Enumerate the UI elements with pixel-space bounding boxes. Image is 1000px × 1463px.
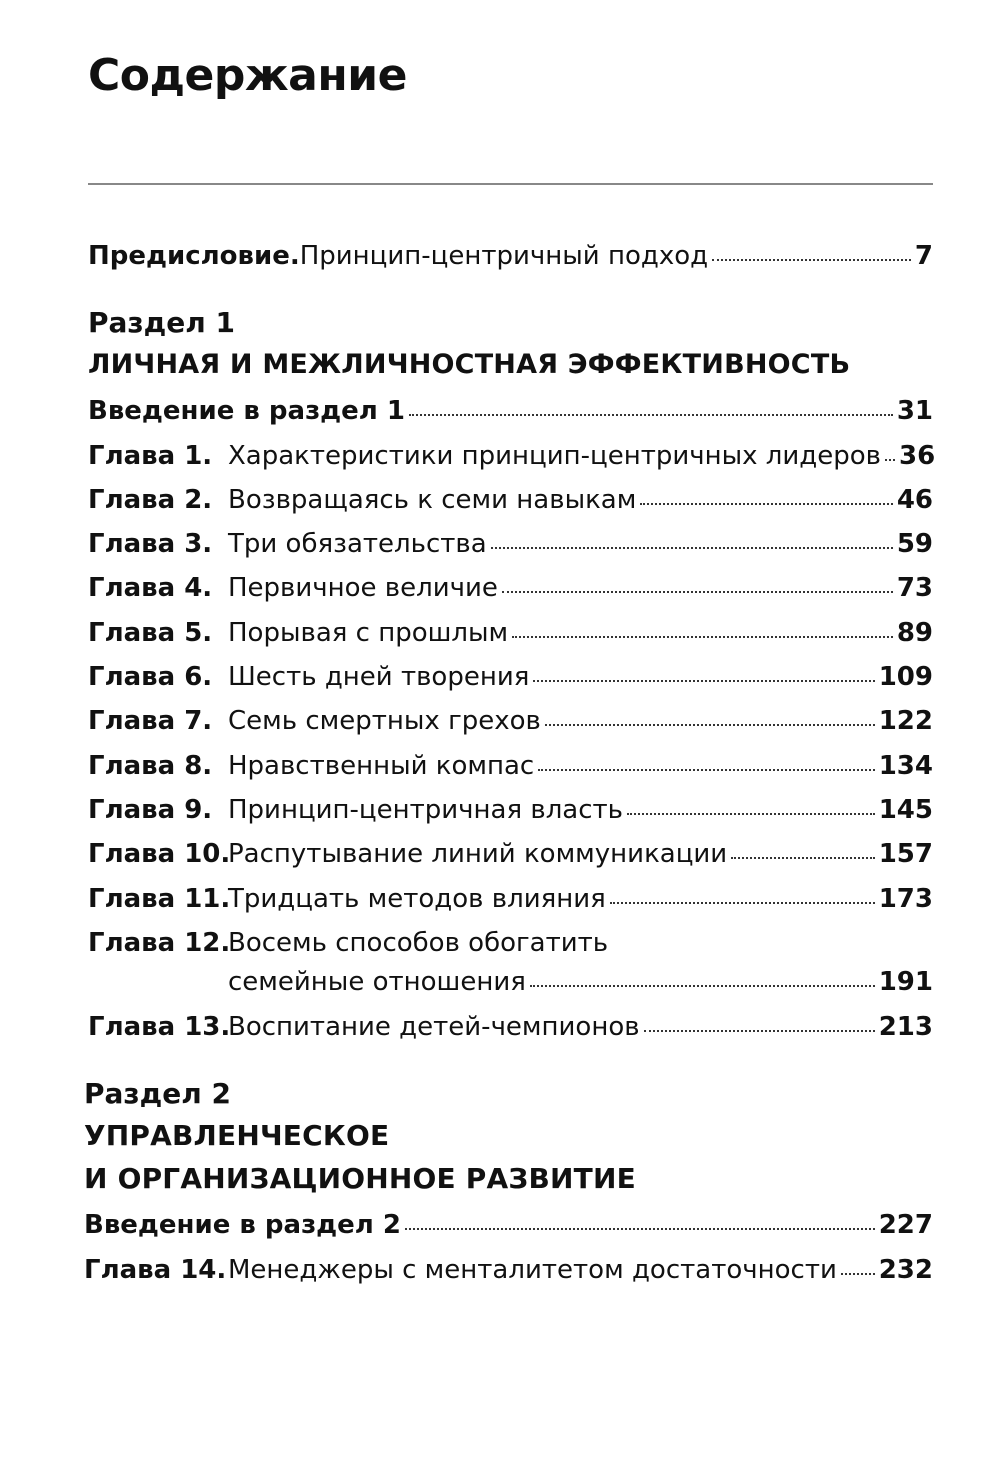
toc-entry-section-2-intro[interactable] — [84, 1209, 933, 1241]
toc-entry-chapter-14[interactable] — [84, 1254, 933, 1286]
dot-leader — [627, 812, 875, 815]
chapter-title: Нравственный компас — [228, 751, 535, 781]
toc-entry-chapter-12-line-1[interactable] — [88, 927, 608, 959]
chapter-label: Глава 7. — [88, 706, 213, 736]
title-divider — [88, 183, 933, 185]
toc-entry-chapter-7[interactable] — [88, 705, 933, 737]
intro-label: Введение в раздел 1 — [88, 396, 405, 426]
chapter-title: Принцип-центричная власть — [228, 795, 624, 825]
page-number: 232 — [878, 1255, 933, 1285]
toc-entry-chapter-3[interactable] — [88, 528, 933, 560]
dot-leader — [841, 1272, 875, 1275]
page-number: 73 — [896, 573, 933, 603]
chapter-label: Глава 3. — [88, 529, 213, 559]
chapter-label: Глава 1. — [88, 441, 213, 471]
chapter-title: Первичное величие — [228, 573, 498, 603]
chapter-title: Менеджеры с менталитетом достаточности — [228, 1255, 837, 1285]
toc-entry-chapter-2[interactable] — [88, 484, 933, 516]
page-number: 145 — [878, 795, 933, 825]
chapter-label: Глава 11. — [88, 884, 231, 914]
dot-leader — [533, 679, 874, 682]
chapter-label: Глава 4. — [88, 573, 213, 603]
dot-leader — [502, 590, 893, 593]
toc-entry-chapter-13[interactable] — [88, 1011, 933, 1043]
chapter-title: Восемь способов обогатить — [228, 928, 609, 958]
section-1-title: ЛИЧНАЯ И МЕЖЛИЧНОСТНАЯ ЭФФЕКТИВНОСТЬ — [88, 349, 851, 380]
page-number: 173 — [878, 884, 933, 914]
chapter-title: Возвращаясь к семи навыкам — [228, 485, 637, 515]
page-number: 46 — [896, 485, 933, 515]
chapter-label: Глава 2. — [88, 485, 213, 515]
page-number: 227 — [878, 1210, 933, 1240]
dot-leader — [885, 458, 895, 461]
chapter-title-continued: семейные отношения — [228, 967, 526, 997]
toc-entry-chapter-9[interactable] — [88, 794, 933, 826]
preface-label: Предисловие. — [88, 241, 300, 271]
toc-entry-chapter-6[interactable] — [88, 661, 933, 693]
toc-entry-chapter-12-line-2[interactable] — [228, 966, 933, 998]
section-2-title-line-2: И ОРГАНИЗАЦИОННОЕ РАЗВИТИЕ — [84, 1162, 636, 1195]
intro-label: Введение в раздел 2 — [84, 1210, 401, 1240]
page-number: 109 — [878, 662, 933, 692]
chapter-title: Три обязательства — [228, 529, 487, 559]
dot-leader — [405, 1227, 875, 1230]
dot-leader — [610, 901, 875, 904]
chapter-label: Глава 5. — [88, 618, 213, 648]
chapter-label: Глава 8. — [88, 751, 213, 781]
toc-entry-chapter-4[interactable] — [88, 572, 933, 604]
chapter-label: Глава 10. — [88, 839, 231, 869]
dot-leader — [512, 635, 893, 638]
dot-leader — [712, 258, 911, 261]
chapter-title: Воспитание детей-чемпионов — [228, 1012, 640, 1042]
chapter-title: Порывая с прошлым — [228, 618, 509, 648]
page-number: 59 — [896, 529, 933, 559]
page-number: 134 — [878, 751, 933, 781]
chapter-title: Тридцать методов влияния — [228, 884, 606, 914]
toc-entry-chapter-1[interactable] — [88, 440, 936, 472]
dot-leader — [530, 984, 875, 987]
dot-leader — [538, 768, 875, 771]
page-number: 157 — [878, 839, 933, 869]
section-1-label: Раздел 1 — [88, 306, 236, 339]
page-number: 7 — [914, 241, 933, 271]
dot-leader — [640, 502, 892, 505]
chapter-title: Распутывание линий коммуникации — [228, 839, 728, 869]
chapter-label: Глава 9. — [88, 795, 213, 825]
dot-leader — [409, 413, 893, 416]
page-number: 89 — [896, 618, 933, 648]
page-number: 191 — [878, 967, 933, 997]
chapter-label: Глава 6. — [88, 662, 213, 692]
toc-entry-preface[interactable] — [88, 240, 933, 272]
toc-entry-chapter-5[interactable] — [88, 617, 933, 649]
page-title: Содержание — [88, 50, 407, 101]
page-number: 36 — [899, 441, 936, 471]
section-2-title-line-1: УПРАВЛЕНЧЕСКОЕ — [84, 1119, 390, 1152]
page-number: 122 — [878, 706, 933, 736]
dot-leader — [491, 546, 893, 549]
chapter-label: Глава 12. — [88, 928, 231, 958]
page-number: 213 — [878, 1012, 933, 1042]
chapter-label: Глава 13. — [88, 1012, 231, 1042]
chapter-title: Семь смертных грехов — [228, 706, 541, 736]
toc-entry-chapter-10[interactable] — [88, 838, 933, 870]
dot-leader — [731, 856, 875, 859]
chapter-label: Глава 14. — [84, 1255, 227, 1285]
dot-leader — [644, 1029, 875, 1032]
section-2-label: Раздел 2 — [84, 1077, 232, 1110]
toc-entry-chapter-11[interactable] — [88, 883, 933, 915]
chapter-title: Характеристики принцип-центричных лидеров — [228, 441, 882, 471]
page-number: 31 — [896, 396, 933, 426]
toc-entry-chapter-8[interactable] — [88, 750, 933, 782]
toc-entry-section-1-intro[interactable] — [88, 395, 933, 427]
dot-leader — [545, 723, 875, 726]
chapter-title: Шесть дней творения — [228, 662, 530, 692]
preface-text: Принцип-центричный подход — [299, 241, 709, 271]
